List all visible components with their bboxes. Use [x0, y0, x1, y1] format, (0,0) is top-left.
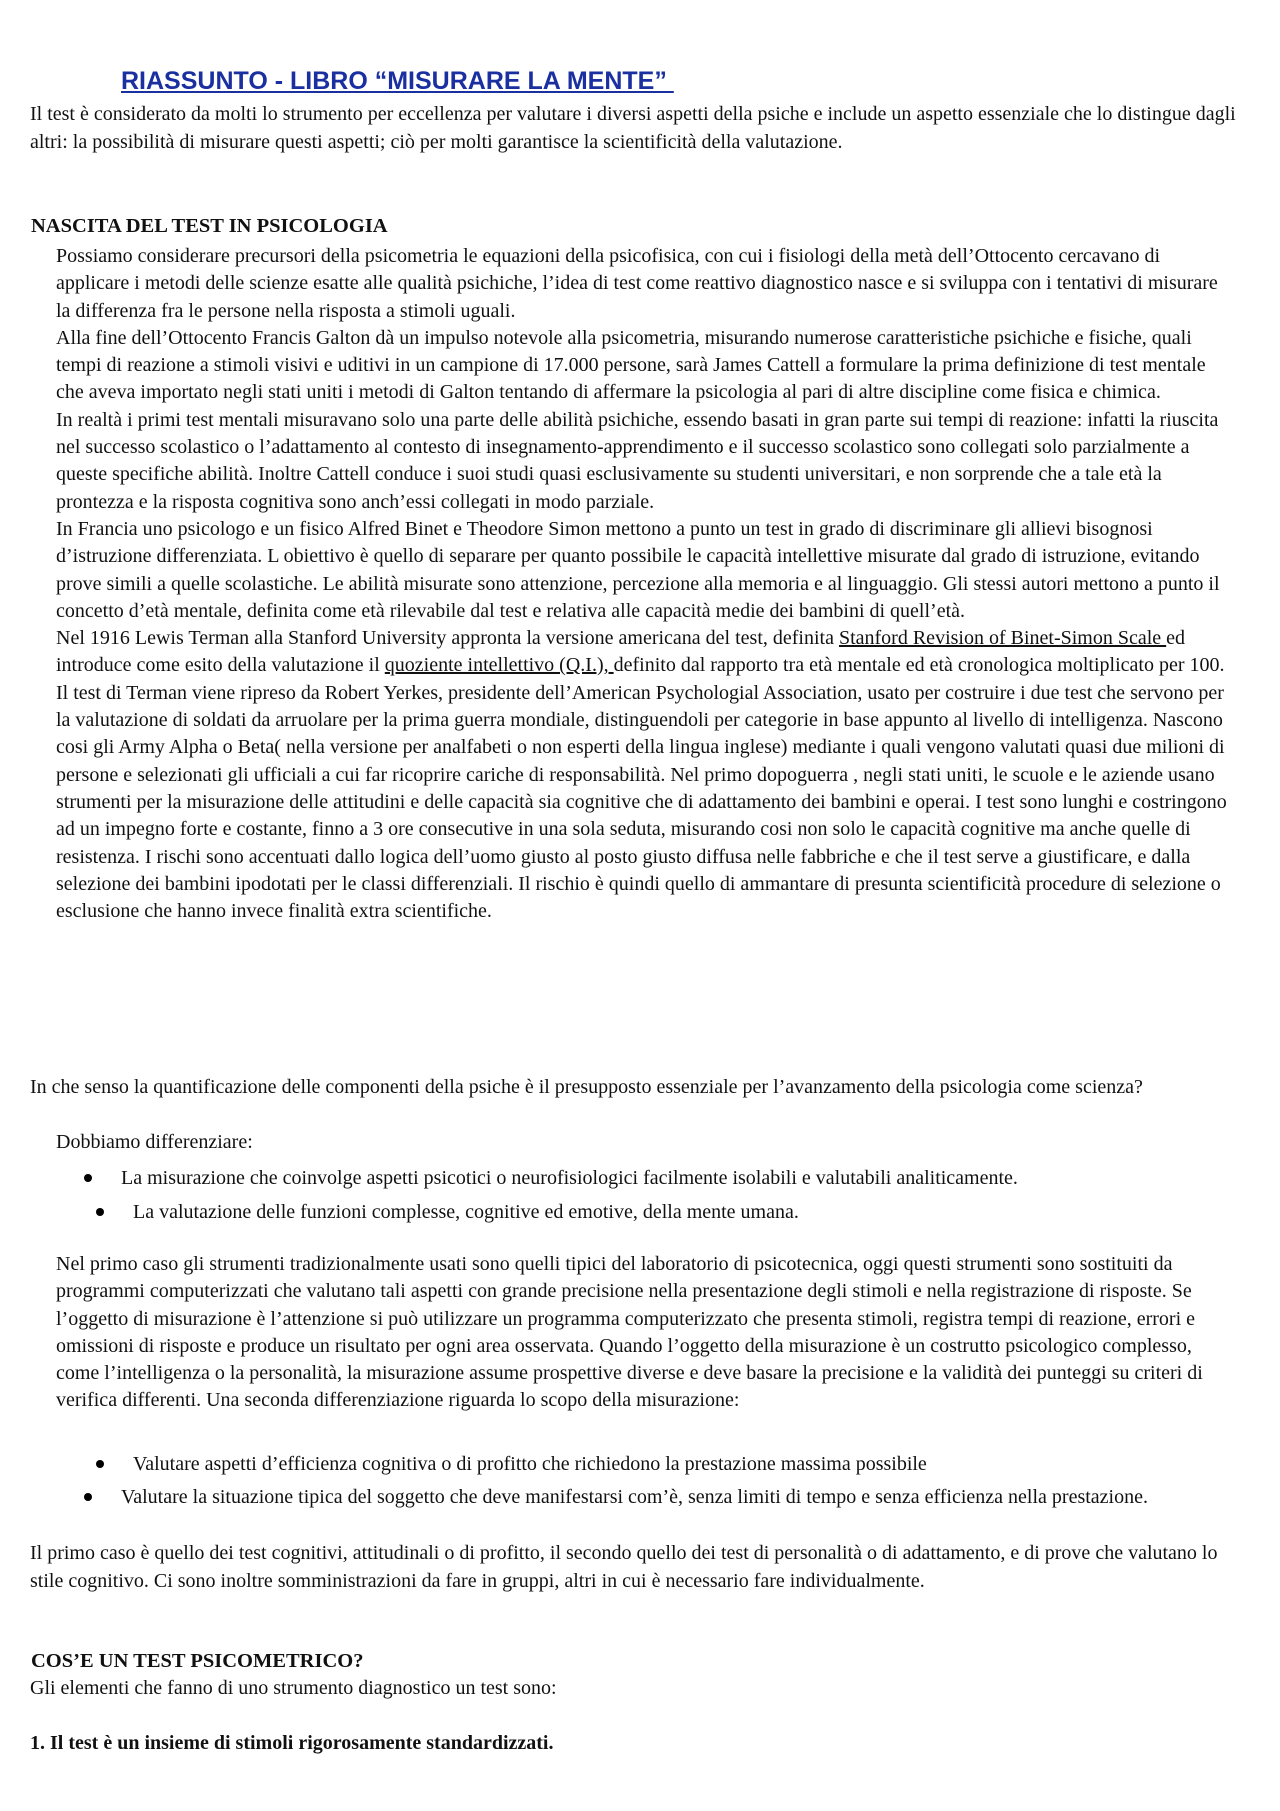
differentiate-label: Dobbiamo differenziare: — [56, 1131, 253, 1153]
terman-text-c: definito dal rapporto tra età mentale ed età cronologica moltiplicato per 100. Il test di Terman viene ripreso da Robert Yerkes, presidente dell’American Psychologial Association, usato per costruire i due test che servono per la valutazione di soldati da arruolare per la prima guerra mondiale, distinguendoli per categorie in base appunto al livello di intelligenza. Nascono cosi gli Army Alpha o Beta( nella versione per analfabeti o non esperti della lingua inglese) mediante i quali vengono valutati quasi due milioni di persone e selezionati gli ufficiali a cui far ricoprire cariche di responsabilità. Nel primo dopoguerra , negli stati uniti, le scuole e le aziende usano strumenti per la misurazione delle attitudini e delle capacità sia cognitive che di adattamento dei bambini e operai. I test sono lunghi e costringono ad un impegno forte e costante, finno a 3 ore consecutive in una sola seduta, misurando cosi non solo le capacità cognitive ma anche quelle di resistenza. I rischi sono accentuati dallo logica dell’uomo giusto al posto giusto diffusa nelle fabbriche e che il test serve a giustificare, e dalla selezione dei bambini ipodotati per le classi differenziali. Il rischio è quindi quello di ammantare di presunta scientificità procedure di selezione o esclusione che hanno invece finalità extra scientifiche. — [56, 654, 1227, 923]
bullet-item-misurazione: La misurazione che coinvolge aspetti psicotici o neurofisiologici facilmente isolabili e valutabili analiticamente. — [121, 1167, 1018, 1189]
test-elements-intro: Gli elementi che fanno di uno strumento diagnostico un test sono: — [30, 1677, 557, 1699]
bullet-dot-icon — [96, 1208, 104, 1216]
question-paragraph: In che senso la quantificazione delle componenti della psiche è il presupposto essenziale per l’avanzamento della psicologia come scienza? — [30, 1076, 1143, 1098]
bullet-item-valutazione: La valutazione delle funzioni complesse, cognitive ed emotive, della mente umana. — [133, 1201, 799, 1223]
bullet-item-efficienza: Valutare aspetti d’efficienza cognitiva o di profitto che richiedono la prestazione massima possibile — [133, 1453, 927, 1475]
bullet-dot-icon — [84, 1493, 92, 1501]
conclusion-paragraph: Il primo caso è quello dei test cognitivi, attitudinali o di profitto, il secondo quello dei test di personalità o di adattamento, e di prove che valutano lo stile cognitivo. Ci sono inoltre somministrazioni da fare in gruppi, altri in cui è necessario fare individualmente. — [30, 1542, 1218, 1592]
stanford-revision-link: Stanford Revision of Binet-Simon Scale — [838, 627, 1167, 650]
terman-text-b: ed introduce come esito della valutazione il — [56, 627, 1186, 677]
paragraph-binet-simon: In Francia uno psicologo e un fisico Alfred Binet e Theodore Simon mettono a punto un test in grado di discriminare gli allievi bisognosi d’istruzione differenziata. L obiettivo è quello di separare per quanto possibile le capacità intellettive misurate dal grado di istruzione, evitando prove simili a quelle scolastiche. Le abilità misurate sono attenzione, percezione alla memoria e al linguaggio. Gli stessi autori mettono a punto il concetto d’età mentale, definita come età rilevabile dal test e relativa alle capacità medie dei bambini di quell’età. — [56, 517, 1220, 622]
quoziente-intellettivo-link: quoziente intellettivo (Q.I.), — [384, 654, 614, 677]
bullet-dot-icon — [84, 1174, 92, 1182]
point-one-heading: 1. Il test è un insieme di stimoli rigorosamente standardizzati. — [30, 1732, 554, 1754]
paragraph-galton: Alla fine dell’Ottocento Francis Galton dà un impulso notevole alla psicometria, misurando numerose caratteristiche psichiche e fisiche, quali tempi di reazione a stimoli visivi e uditivi in un campione di 17.000 persone, sarà James Cattell a formulare la prima definizione di test mentale che aveva importato negli stati uniti i metodi di Galton tentando di affermare la psicologia al pari di altre discipline come fisica e chimica. — [56, 326, 1206, 404]
intro-paragraph: Il test è considerato da molti lo strumento per eccellenza per valutare i diversi aspetti della psiche e include un aspetto essenziale che lo distingue dagli altri: la possibilità di misurare questi aspetti; ciò per molti garantisce la scientificità della valutazione. — [30, 103, 1236, 153]
section-body-nascita — [56, 243, 1236, 925]
bullet-dot-icon — [96, 1460, 104, 1468]
paragraph-primo-caso: Nel primo caso gli strumenti tradizionalmente usati sono quelli tipici del laboratorio di psicotecnica, oggi questi strumenti sono sostituiti da programmi computerizzati che valutano tali aspetti con grande precisione nella presentazione degli stimoli e nella registrazione di risposte. Se l’oggetto di misurazione è l’attenzione si può utilizzare un programma computerizzato che presenta stimoli, registra tempi di reazione, errori e omissioni di risposte e produce un risultato per ogni area osservata. Quando l’oggetto della misurazione è un costrutto psicologico complesso, come l’intelligenza o la personalità, la misurazione assume prospettive diverse e deve basare la precisione e la validità dei punteggi su criteri di verifica differenti. Una seconda differenziazione riguarda lo scopo della misurazione: — [56, 1253, 1203, 1412]
terman-text-a: Nel 1916 Lewis Terman alla Stanford University appronta la versione americana del test, definita — [56, 627, 839, 650]
paragraph-terman — [56, 625, 1236, 925]
paragraph-primi-test: In realtà i primi test mentali misuravano solo una parte delle abilità psichiche, essendo basati in gran parte sui tempi di reazione: infatti la riuscita nel successo scolastico o l’adattamento al contesto di insegnamento-apprendimento e il successo scolastico sono collegati solo parzialmente a queste specifiche abilità. Inoltre Cattell conduce i suoi studi quasi esclusivamente su studenti universitari, e non sorprende che a tale età la prontezza e la risposta cognitiva sono anch’essi collegati in modo parziale. — [56, 408, 1219, 513]
paragraph-precursori: Possiamo considerare precursori della psicometria le equazioni della psicofisica, con cui i fisiologi della metà dell’Ottocento cercavano di applicare i metodi delle scienze esatte alle qualità psichiche, l’idea di test come reattivo diagnostico nasce e si sviluppa con i tentativi di misurare la differenza fra le persone nella risposta a stimoli uguali. — [56, 245, 1218, 322]
bullet-item-situazione: Valutare la situazione tipica del soggetto che deve manifestarsi com’è, senza limiti di tempo e senza efficienza nella prestazione. — [121, 1486, 1148, 1508]
section-heading-nascita: NASCITA DEL TEST IN PSICOLOGIA — [31, 215, 388, 237]
document-title: RIASSUNTO - LIBRO “MISURARE LA MENTE” — [121, 67, 674, 95]
section-heading-test-psicometrico: COS’E UN TEST PSICOMETRICO? — [31, 1650, 364, 1672]
